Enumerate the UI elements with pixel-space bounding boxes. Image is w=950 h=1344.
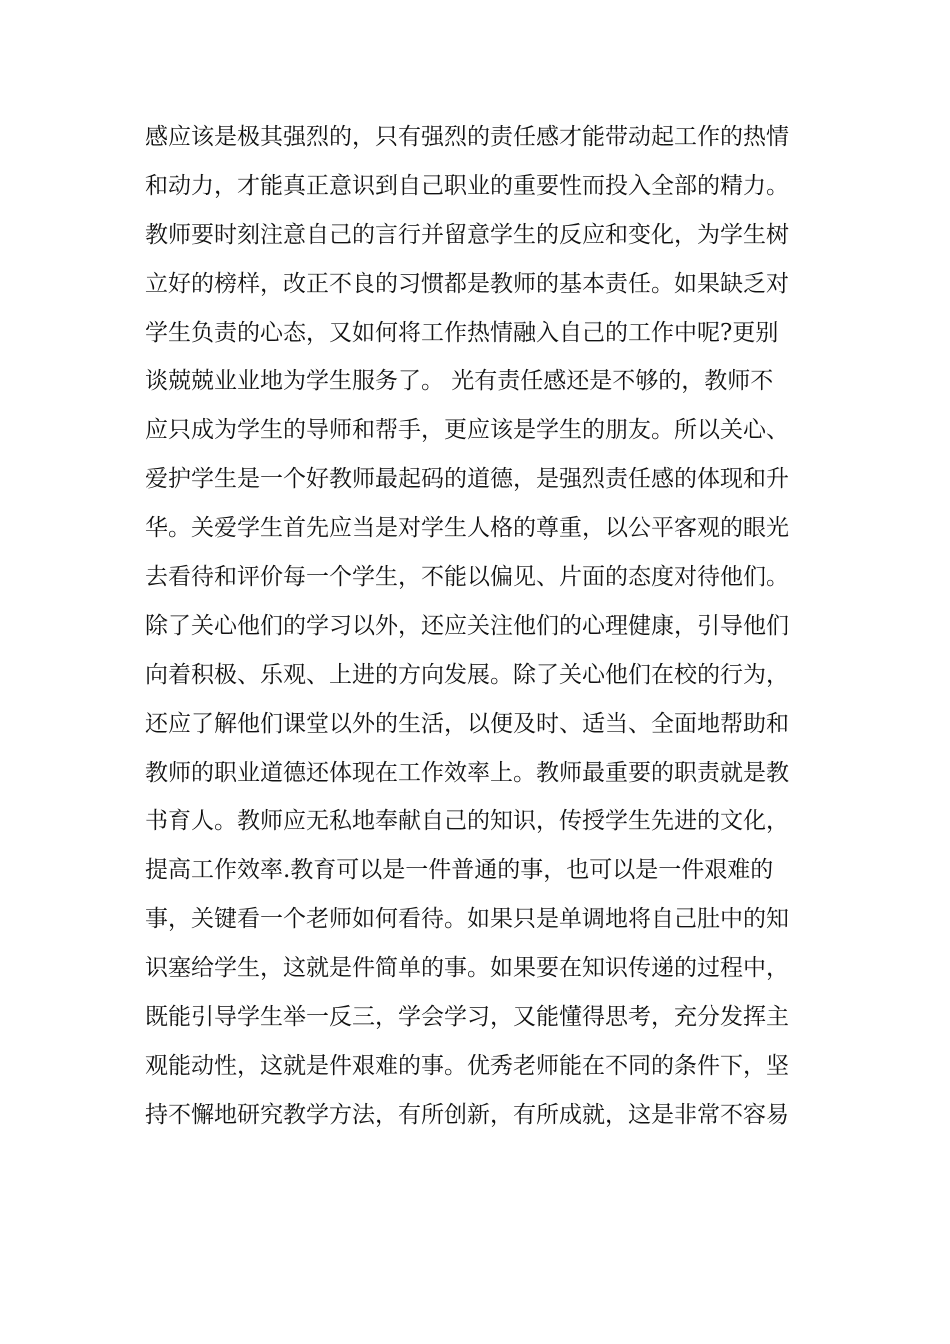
text-line: 除了关心他们的学习以外，还应关注他们的心理健康，引导他们 (145, 612, 789, 639)
text-line: 应只成为学生的导师和帮手，更应该是学生的朋友。所以关心、 (145, 417, 789, 444)
text-line: 去看待和评价每一个学生，不能以偏见、片面的态度对待他们。 (145, 564, 789, 591)
text-line: 持不懈地研究教学方法，有所创新，有所成就，这是非常不容易 (145, 1101, 789, 1128)
body-text (145, 117, 815, 1144)
text-line: 识塞给学生，这就是件简单的事。如果要在知识传递的过程中， (145, 955, 789, 982)
text-line: 爱护学生是一个好教师最起码的道德，是强烈责任感的体现和升 (145, 466, 789, 493)
text-line: 既能引导学生举一反三，学会学习，又能懂得思考，充分发挥主 (145, 1004, 789, 1031)
text-line: 事，关键看一个老师如何看待。如果只是单调地将自己肚中的知 (145, 906, 789, 933)
text-line: 向着积极、乐观、上进的方向发展。除了关心他们在校的行为， (145, 661, 789, 688)
text-line: 教师的职业道德还体现在工作效率上。教师最重要的职责就是教 (145, 759, 789, 786)
text-line: 提高工作效率.教育可以是一件普通的事，也可以是一件艰难的 (145, 857, 774, 884)
text-line: 华。关爱学生首先应当是对学生人格的尊重，以公平客观的眼光 (145, 515, 789, 542)
text-line: 谈兢兢业业地为学生服务了。 光有责任感还是不够的，教师不 (145, 368, 774, 395)
text-line: 观能动性，这就是件艰难的事。优秀老师能在不同的条件下，坚 (145, 1052, 789, 1079)
text-line: 学生负责的心态，又如何将工作热情融入自己的工作中呢?更别 (145, 319, 779, 346)
text-line: 书育人。教师应无私地奉献自己的知识，传授学生先进的文化， (145, 808, 789, 835)
text-line: 感应该是极其强烈的，只有强烈的责任感才能带动起工作的热情 (145, 124, 789, 150)
text-line: 和动力，才能真正意识到自己职业的重要性而投入全部的精力。 (145, 172, 789, 199)
text-line: 立好的榜样，改正不良的习惯都是教师的基本责任。如果缺乏对 (145, 270, 789, 297)
text-line: 教师要时刻注意自己的言行并留意学生的反应和变化，为学生树 (145, 221, 789, 248)
text-line: 还应了解他们课堂以外的生活，以便及时、适当、全面地帮助和 (145, 710, 789, 737)
